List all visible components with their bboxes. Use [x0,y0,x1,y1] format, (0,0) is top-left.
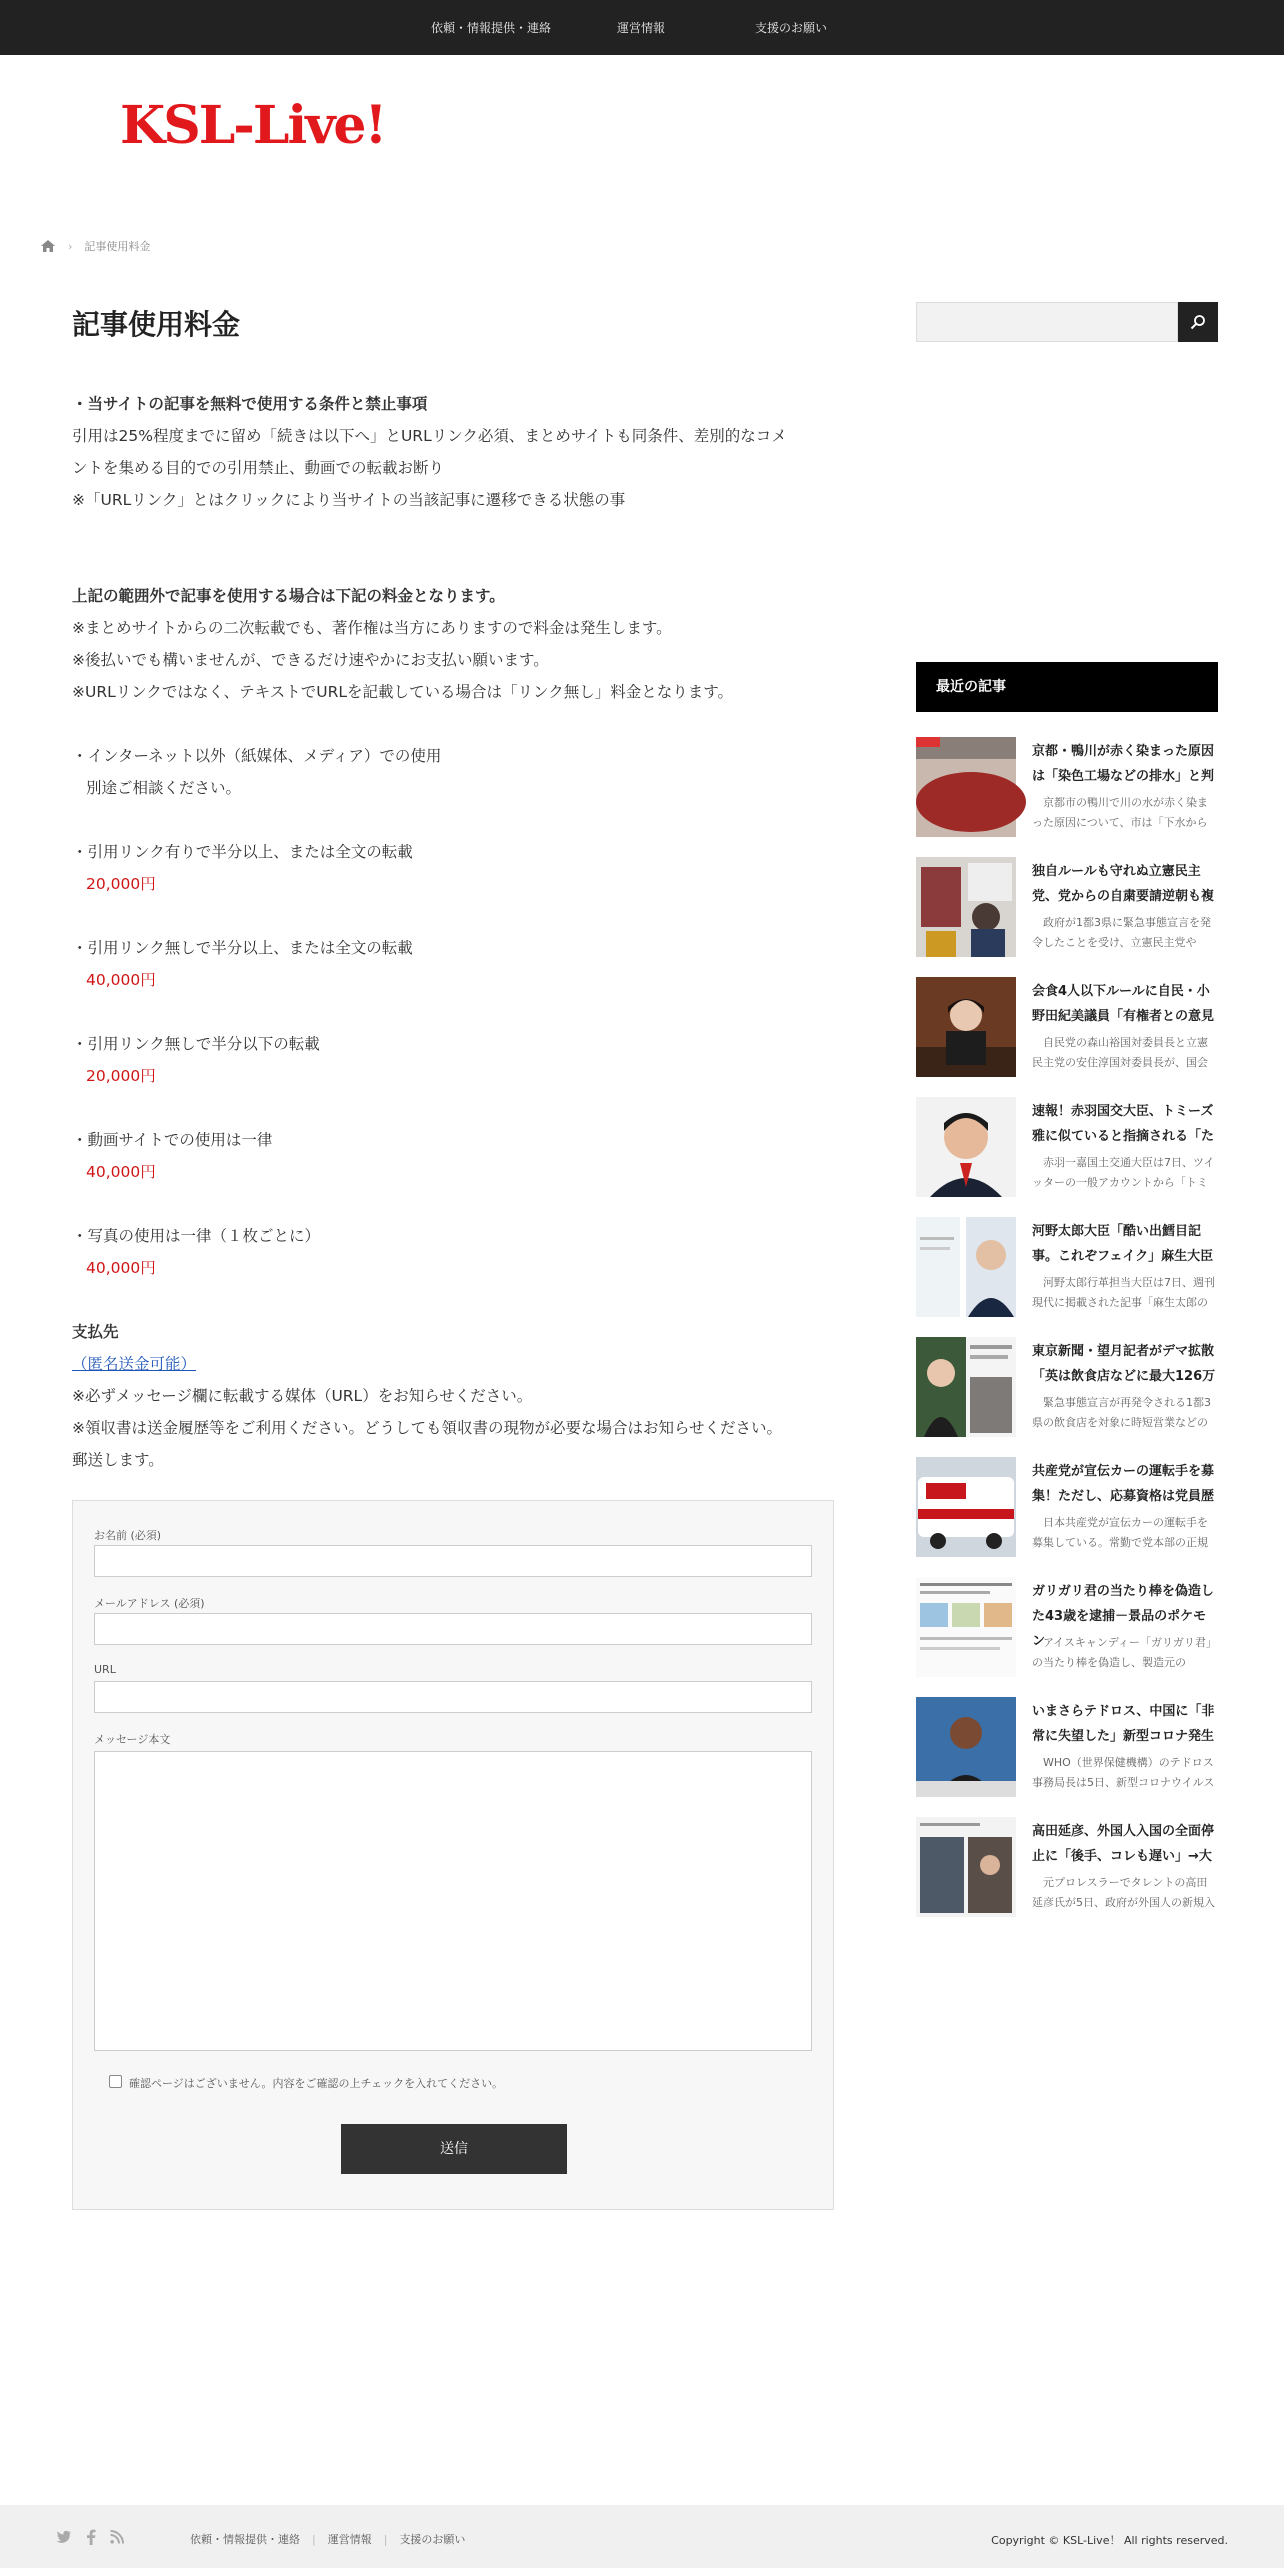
payment-link[interactable]: （匿名送金可能） [72,1354,197,1373]
fee-detail: 別途ご相談ください。 [86,778,242,797]
article [72,300,832,1476]
fees-note: ※URLリンクではなく、テキストでURLを記載している場合は「リンク無し」料金となります。 [72,682,734,701]
payment-note: 郵送します。 [72,1450,164,1469]
nav-item-contact[interactable]: 依頼・情報提供・連絡 [431,21,552,35]
post-excerpt: 赤羽一嘉国土交通大臣は7日、ツイッターの一般アカウントから「トミ [1032,1156,1215,1189]
footer-link-support[interactable]: 支援のお願い [399,2533,466,2546]
name-field[interactable] [94,1545,812,1577]
payment-note: ※領収書は送金履歴等をご利用ください。どうしても領収書の現物が必要な場合はお知らせください。 [72,1418,783,1437]
post-excerpt: 河野太郎行革担当大臣は7日、週刊現代に掲載された記事「麻生太郎の [1032,1276,1215,1309]
post-excerpt: 緊急事態宣言が再発令される1都3県の飲食店を対象に時短営業などの [1032,1396,1211,1429]
top-nav [0,0,1284,55]
footer-link-contact[interactable]: 依頼・情報提供・連絡 [190,2533,300,2546]
recent-post[interactable] [916,1457,1218,1557]
fee-item: ・引用リンク有りで半分以上、または全文の転載 [72,842,413,861]
post-thumbnail[interactable] [916,737,1016,837]
payment-note: ※必ずメッセージ欄に転載する媒体（URL）をお知らせください。 [72,1386,533,1405]
post-title[interactable]: 会食4人以下ルールに自民・小野田紀美議員「有権者との意見 [1032,984,1215,1024]
fees-heading: 上記の範囲外で記事を使用する場合は下記の料金となります。 [72,586,505,605]
terms-line: ントを集める目的での引用禁止、動画での転載お断り [72,458,445,477]
fee-item: ・動画サイトでの使用は一律 [72,1130,273,1149]
fee-price: 20,000円 [86,1066,156,1085]
post-thumbnail[interactable] [916,1817,1016,1917]
post-excerpt: 自民党の森山裕国対委員長と立憲民主党の安住淳国対委員長が、国会 [1032,1036,1208,1069]
page-title: 記事使用料金 [72,308,241,341]
email-field[interactable] [94,1613,812,1645]
fee-price: 40,000円 [86,970,156,989]
post-excerpt: アイスキャンディー「ガリガリ君」の当たり棒を偽造し、製造元の [1032,1636,1217,1669]
url-field[interactable] [94,1681,812,1713]
footer-link-about[interactable]: 運営情報 [327,2533,372,2546]
fees-note: ※まとめサイトからの二次転載でも、著作権は当方にありますので料金は発生します。 [72,618,672,637]
fee-price: 40,000円 [86,1162,156,1181]
footer [0,2505,1284,2568]
nav-item-support[interactable]: 支援のお願い [755,21,828,35]
breadcrumb [40,238,150,254]
fee-price: 40,000円 [86,1258,156,1277]
email-label: メールアドレス (必須) [94,1597,205,1610]
copyright: Copyright © KSL-Live！ All rights reserved. [991,2534,1228,2547]
social-icons [56,2529,124,2549]
post-thumbnail[interactable] [916,1577,1016,1677]
confirm-checkbox[interactable] [109,2075,122,2088]
post-title[interactable]: 京都・鴨川が赤く染まった原因は「染色工場などの排水」と判 [1032,744,1215,784]
divider: | [312,2532,316,2546]
fees-note: ※後払いでも構いませんが、できるだけ速やかにお支払い願います。 [72,650,549,669]
recent-post[interactable] [916,1697,1218,1797]
name-label: お名前 (必須) [94,1529,162,1542]
fee-price: 20,000円 [86,874,156,893]
post-thumbnail[interactable] [916,1457,1016,1557]
chevron-right-icon: › [68,239,73,253]
post-thumbnail[interactable] [916,1697,1016,1797]
twitter-icon[interactable] [56,2529,72,2549]
terms-heading: ・当サイトの記事を無料で使用する条件と禁止事項 [72,394,428,413]
recent-posts-heading: 最近の記事 [916,662,1218,712]
post-excerpt: 政府が1都3県に緊急事態宣言を発令したことを受け、立憲民主党や [1032,916,1211,949]
post-excerpt: 元プロレスラーでタレントの高田延彦氏が5日、政府が外国人の新規入 [1032,1876,1215,1909]
recent-post[interactable] [916,1217,1218,1317]
post-thumbnail[interactable] [916,977,1016,1077]
recent-post[interactable] [916,977,1218,1077]
site-logo[interactable]: KSL-Live! [120,95,386,156]
url-label: URL [94,1663,116,1676]
contact-form [72,1500,834,2210]
post-excerpt: 日本共産党が宣伝カーの運転手を募集している。常勤で党本部の正規 [1032,1516,1208,1549]
recent-post[interactable] [916,1577,1218,1677]
post-thumbnail[interactable] [916,1217,1016,1317]
post-title[interactable]: 東京新聞・望月記者がデマ拡散「英は飲食店などに最大126万 [1032,1344,1216,1384]
search-icon [1190,314,1206,330]
confirm-label: 確認ページはございません。内容をご確認の上チェックを入れてください。 [129,2077,504,2090]
search-input[interactable] [916,302,1178,342]
recent-post[interactable] [916,737,1218,837]
terms-note: ※「URLリンク」とはクリックにより当サイトの当該記事に遷移できる状態の事 [72,490,626,509]
post-thumbnail[interactable] [916,1337,1016,1437]
post-thumbnail[interactable] [916,1097,1016,1197]
fee-item: ・インターネット以外（紙媒体、メディア）での使用 [72,746,442,765]
post-excerpt: 京都市の鴨川で川の水が赤く染まった原因について、市は「下水から [1032,796,1208,829]
post-title[interactable]: 河野太郎大臣「酷い出鱈目記事。これぞフェイク」麻生大臣 [1032,1224,1214,1264]
submit-button[interactable]: 送信 [341,2124,567,2174]
home-icon[interactable] [40,239,56,253]
post-title[interactable]: 共産党が宣伝カーの運転手を募集！ただし、応募資格は党員歴 [1032,1464,1215,1504]
divider: | [383,2532,388,2546]
recent-post[interactable] [916,1097,1218,1197]
fee-item: ・引用リンク無しで半分以下の転載 [72,1034,320,1053]
message-label: メッセージ本文 [94,1733,171,1746]
recent-post[interactable] [916,1817,1218,1917]
fee-item: ・写真の使用は一律（１枚ごとに） [72,1226,321,1245]
message-textarea[interactable] [94,1751,812,2051]
rss-icon[interactable] [110,2529,124,2549]
search-button[interactable] [1178,302,1218,342]
footer-links [190,2531,465,2547]
post-title[interactable]: 速報！赤羽国交大臣、トミーズ雅に似ていると指摘される「た [1032,1104,1215,1144]
post-thumbnail[interactable] [916,857,1016,957]
payment-heading: 支払先 [72,1322,119,1341]
breadcrumb-current: 記事使用料金 [84,240,151,253]
post-title[interactable]: ガリガリ君の当たり棒を偽造した43歳を逮捕－景品のポケモン [1032,1584,1214,1649]
post-title[interactable]: 独自ルールも守れぬ立憲民主党、党からの自粛要請逆朝も複 [1032,864,1215,904]
nav-item-about[interactable]: 運営情報 [617,21,666,35]
post-title[interactable]: 高田延彦、外国人入国の全面停止に「後手、コレも遅い」→大 [1032,1824,1215,1864]
recent-post[interactable] [916,857,1218,957]
fee-item: ・引用リンク無しで半分以上、または全文の転載 [72,938,413,957]
terms-line: 引用は25%程度までに留め「続きは以下へ」とURLリンク必須、まとめサイトも同条件、差別的なコメ [72,426,787,445]
facebook-icon[interactable] [86,2529,96,2549]
post-title[interactable]: いまさらテドロス、中国に「非常に失望した」新型コロナ発生 [1032,1704,1215,1744]
post-excerpt: WHO（世界保健機構）のテドロス事務局長は5日、新型コロナウイルス [1032,1756,1215,1789]
recent-post[interactable] [916,1337,1218,1437]
